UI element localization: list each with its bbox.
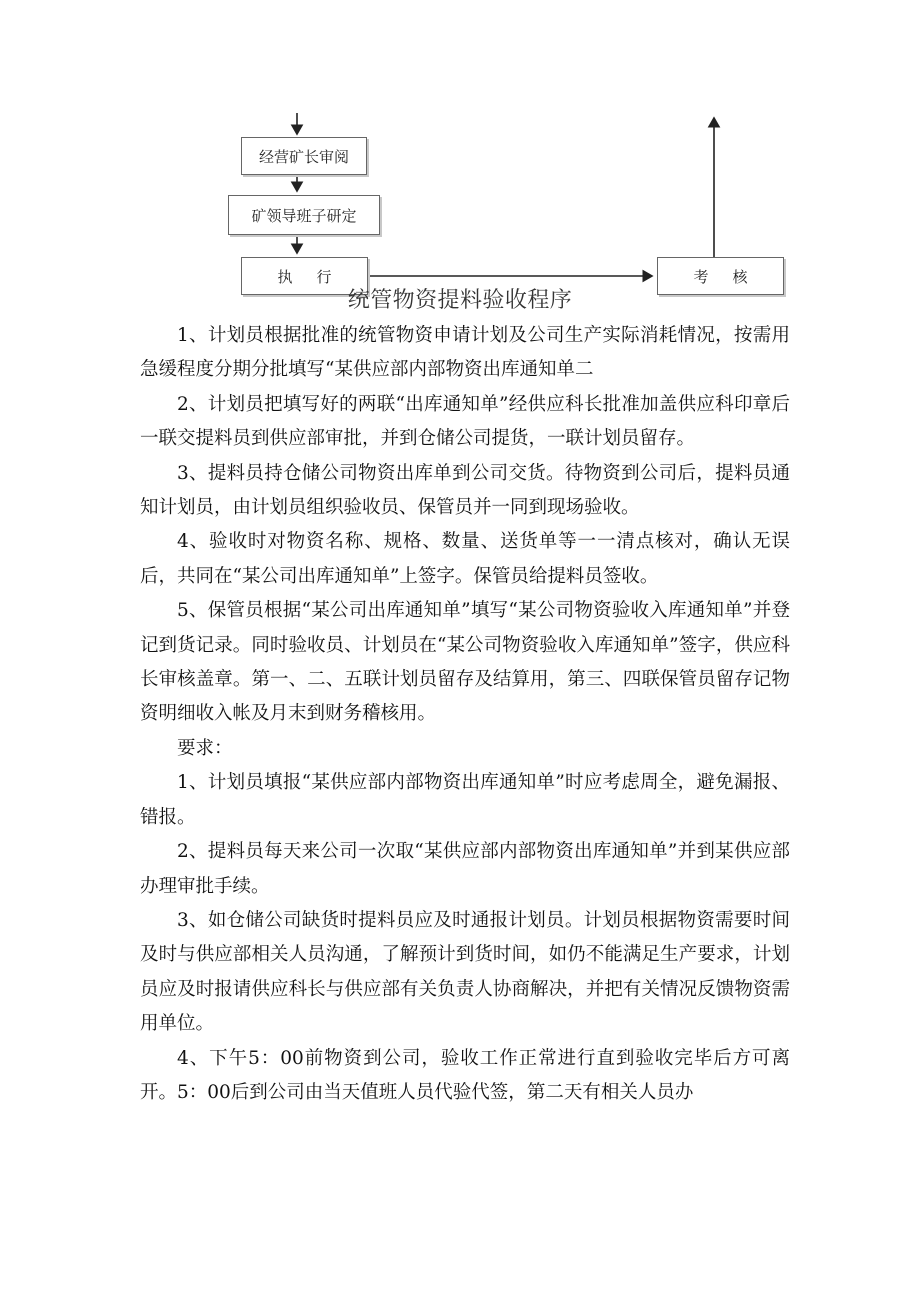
paragraph-step-2: 2、计划员把填写好的两联“出库通知单”经供应科长批准加盖供应科印章后一联交提料员到供应部审批，并到仓储公司提货，一联计划员留存。 [140,393,790,450]
paragraph-step-5: 5、保管员根据“某公司出库通知单”填写“某公司物资验收入库通知单”并登记到货记录。同时验收员、计划员在“某公司物资验收入库通知单”签字，供应科长审核盖章。第一、二、五联计划员留存及结算用，第三、四联保管员留存记物资明细收入帐及月末到财务稽核用。 [140,600,790,725]
flowchart-title: 统管物资提料验收程序 [347,288,573,313]
paragraph-requirement-3: 3、如仓储公司缺货时提料员应及时通报计划员。计划员根据物资需要时间及时与供应部相关人员沟通，了解预计到货时间，如仍不能满足生产要求，计划员应及时报请供应科长与供应部有关负责人协商解决，并把有关情况反馈物资需用单位。 [140,909,790,1035]
box-execute-label: 执行 [277,267,356,286]
flowchart [0,0,920,313]
box-leadership [228,195,380,235]
document-body [140,319,790,1110]
paragraph-step-1: 1、计划员根据批准的统管物资申请计划及公司生产实际消耗情况，按需用急缓程度分期分批填写“某供应部内部物资出库通知单二 [140,325,790,381]
box-assess-label: 考核 [693,267,772,286]
requirements-heading: 要求： [177,737,233,759]
paragraph-requirement-2: 2、提料员每天来公司一次取“某供应部内部物资出库通知单”并到某供应部办理审批手续。 [140,841,790,897]
paragraph-step-3: 3、提料员持仓储公司物资出库单到公司交货。待物资到公司后，提料员通知计划员，由计划员组织验收员、保管员并一同到现场验收。 [140,462,790,519]
box-leadership-label: 矿领导班子研定 [251,206,357,225]
box-review-label: 经营矿长审阅 [258,147,349,166]
paragraph-requirement-4: 4、下午5：00前物资到公司，验收工作正常进行直到验收完毕后方可离开。5：00后到公司由当天值班人员代验代签，第二天有相关人员办 [140,1047,790,1103]
box-review [241,137,367,175]
paragraph-step-4: 4、验收时对物资名称、规格、数量、送货单等一一清点核对，确认无误后，共同在“某公司出库通知单”上签字。保管员给提料员签收。 [140,531,790,587]
flowchart-connectors [0,0,920,300]
paragraph-requirement-1: 1、计划员填报“某供应部内部物资出库通知单”时应考虑周全，避免漏报、错报。 [140,772,790,828]
